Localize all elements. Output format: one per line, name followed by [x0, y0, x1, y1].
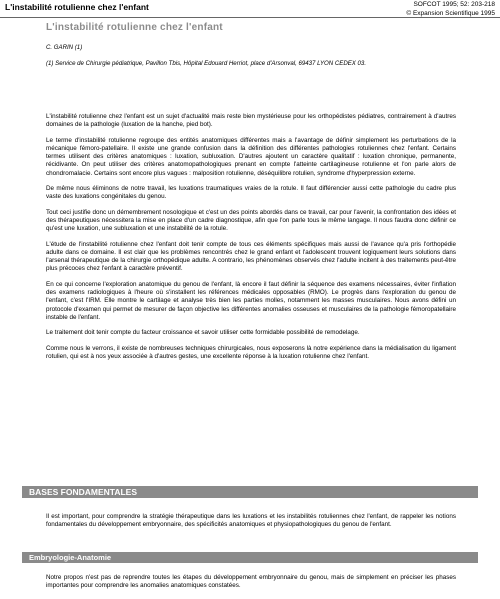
copyright-notice: © Expansion Scientifique 1995: [406, 9, 495, 17]
section-heading-bases-fondamentales: BASES FONDAMENTALES: [22, 486, 478, 498]
paragraph: L'étude de l'instabilité rotulienne chez l'enfant doit tenir compte de tous ces éléments spécifiques mais aussi de l'avance qu'a pris l'orthopédie adulte dans ce domaine. Il est clair que les problèmes rencontrés chez le grand enfant et l'adolescent trouvent logiquement leurs solutions dans l'arsenal thérapeutique de la chirurgie orthopédique adulte. A contrario, les phénomènes observés chez l'adulte incitent à des traitements peut-être plus précoces chez l'enfant à caractère préventif.: [46, 240, 456, 273]
intro-body: [46, 113, 456, 368]
author-affiliation: (1) Service de Chirurgie pédiatrique, Pavillon Tbis, Hôpital Edouard Herriot, place d'Arsonval, 69437 LYON CEDEX 03.: [46, 60, 367, 67]
section2-body: [46, 574, 456, 598]
header-divider: [0, 17, 500, 18]
author-line: C. GARIN (1): [46, 44, 83, 51]
paragraph: Comme nous le verrons, il existe de nombreuses techniques chirurgicales, nous exposerons là notre expérience dans la médialisation du ligament rotulien, qui est à nos yeux associée à d'autres gestes, une excellente réponse à la luxation rotulienne chez l'enfant.: [46, 344, 456, 360]
paragraph: Le traitement doit tenir compte du facteur croissance et savoir utiliser cette formidable possibilité de remodelage.: [46, 329, 360, 337]
paragraph: En ce qui concerne l'exploration anatomique du genou de l'enfant, là encore il faut définir la séquence des examens nécessaires, éviter l'inflation des examens radiologiques à l'heure où s'installent les références médicales opposables (RMO). Le progrès dans l'exploration du genou de l'enfant, c'est l'IRM. Elle montre le cartilage et analyse très bien les parties molles, notamment les masses musculaires. Nous avons défini un protocole d'examen qui permet de mesurer de façon objective les différentes anomalies osseuses et musculaires de la pathologie fémoropatellaire instable de l'enfant.: [46, 280, 456, 321]
journal-citation: SOFCOT 1995; 52: 203-218: [413, 1, 495, 8]
section1-body: [46, 513, 456, 537]
article-title: L'instabilité rotulienne chez l'enfant: [46, 22, 223, 33]
paragraph: Tout ceci justifie donc un démembrement nosologique et c'est un des points abordés dans ce travail, car pour l'avenir, la confrontation des idées et des thérapeutiques nécessitera la mise en place d'un cadre diagnostique, afin que l'on parle tous le même langage. Il nous faudra donc définir ce qu'est une luxation, une subluxation et une instabilité de la rotule.: [46, 208, 456, 233]
paragraph: Notre propos n'est pas de reprendre toutes les étapes du développement embryonnaire du genou, mais de simplement en préciser les phases importantes pour comprendre les anomalies anatomiques constatées.: [46, 574, 456, 590]
citation-block: [406, 1, 495, 18]
running-header: [0, 0, 500, 22]
paragraph: L'instabilité rotulienne chez l'enfant est un sujet d'actualité mais reste bien mystérieuse pour les orthopédistes pédiatres, contrairement à d'autres domaines de la pathologie (luxation de la hanche, pied bot).: [46, 113, 456, 129]
paragraph: Il est important, pour comprendre la stratégie thérapeutique dans les luxations et les instabilités rotuliennes chez l'enfant, de rappeler les notions fondamentales du développement embryonnaire, des spécificités anatomiques et physiopathologiques du genou de l'enfant.: [46, 513, 456, 529]
paragraph: Le terme d'instabilité rotulienne regroupe des entités anatomiques différentes mais a l'avantage de définir simplement les perturbations de la mécanique fémoro-patellaire. Il existe une grande confusion dans la définition des différentes pathologies rotuliennes chez l'enfant. Certains termes utilisent des critères anatomiques : luxation, subluxation. D'autres ajoutent un caractère qualitatif : luxation chronique, permanente, récidivante. On peut utiliser des critères anatomopathologiques prenant en compte l'atteinte cartilagineuse rotulienne et l'on parle alors de chondromalacie. Certains sont encore plus vagues : malposition rotulienne, déséquilibre rotulien, syndrome d'hyperpression externe.: [46, 136, 456, 177]
paragraph: De même nous éliminons de notre travail, les luxations traumatiques vraies de la rotule. Il faut différencier aussi cette pathologie du cadre plus vaste des luxations congénitales du genou.: [46, 185, 456, 201]
running-title: L'instabilité rotulienne chez l'enfant: [5, 2, 149, 12]
subsection-heading-embryologie-anatomie: Embryologie-Anatomie: [22, 552, 478, 563]
